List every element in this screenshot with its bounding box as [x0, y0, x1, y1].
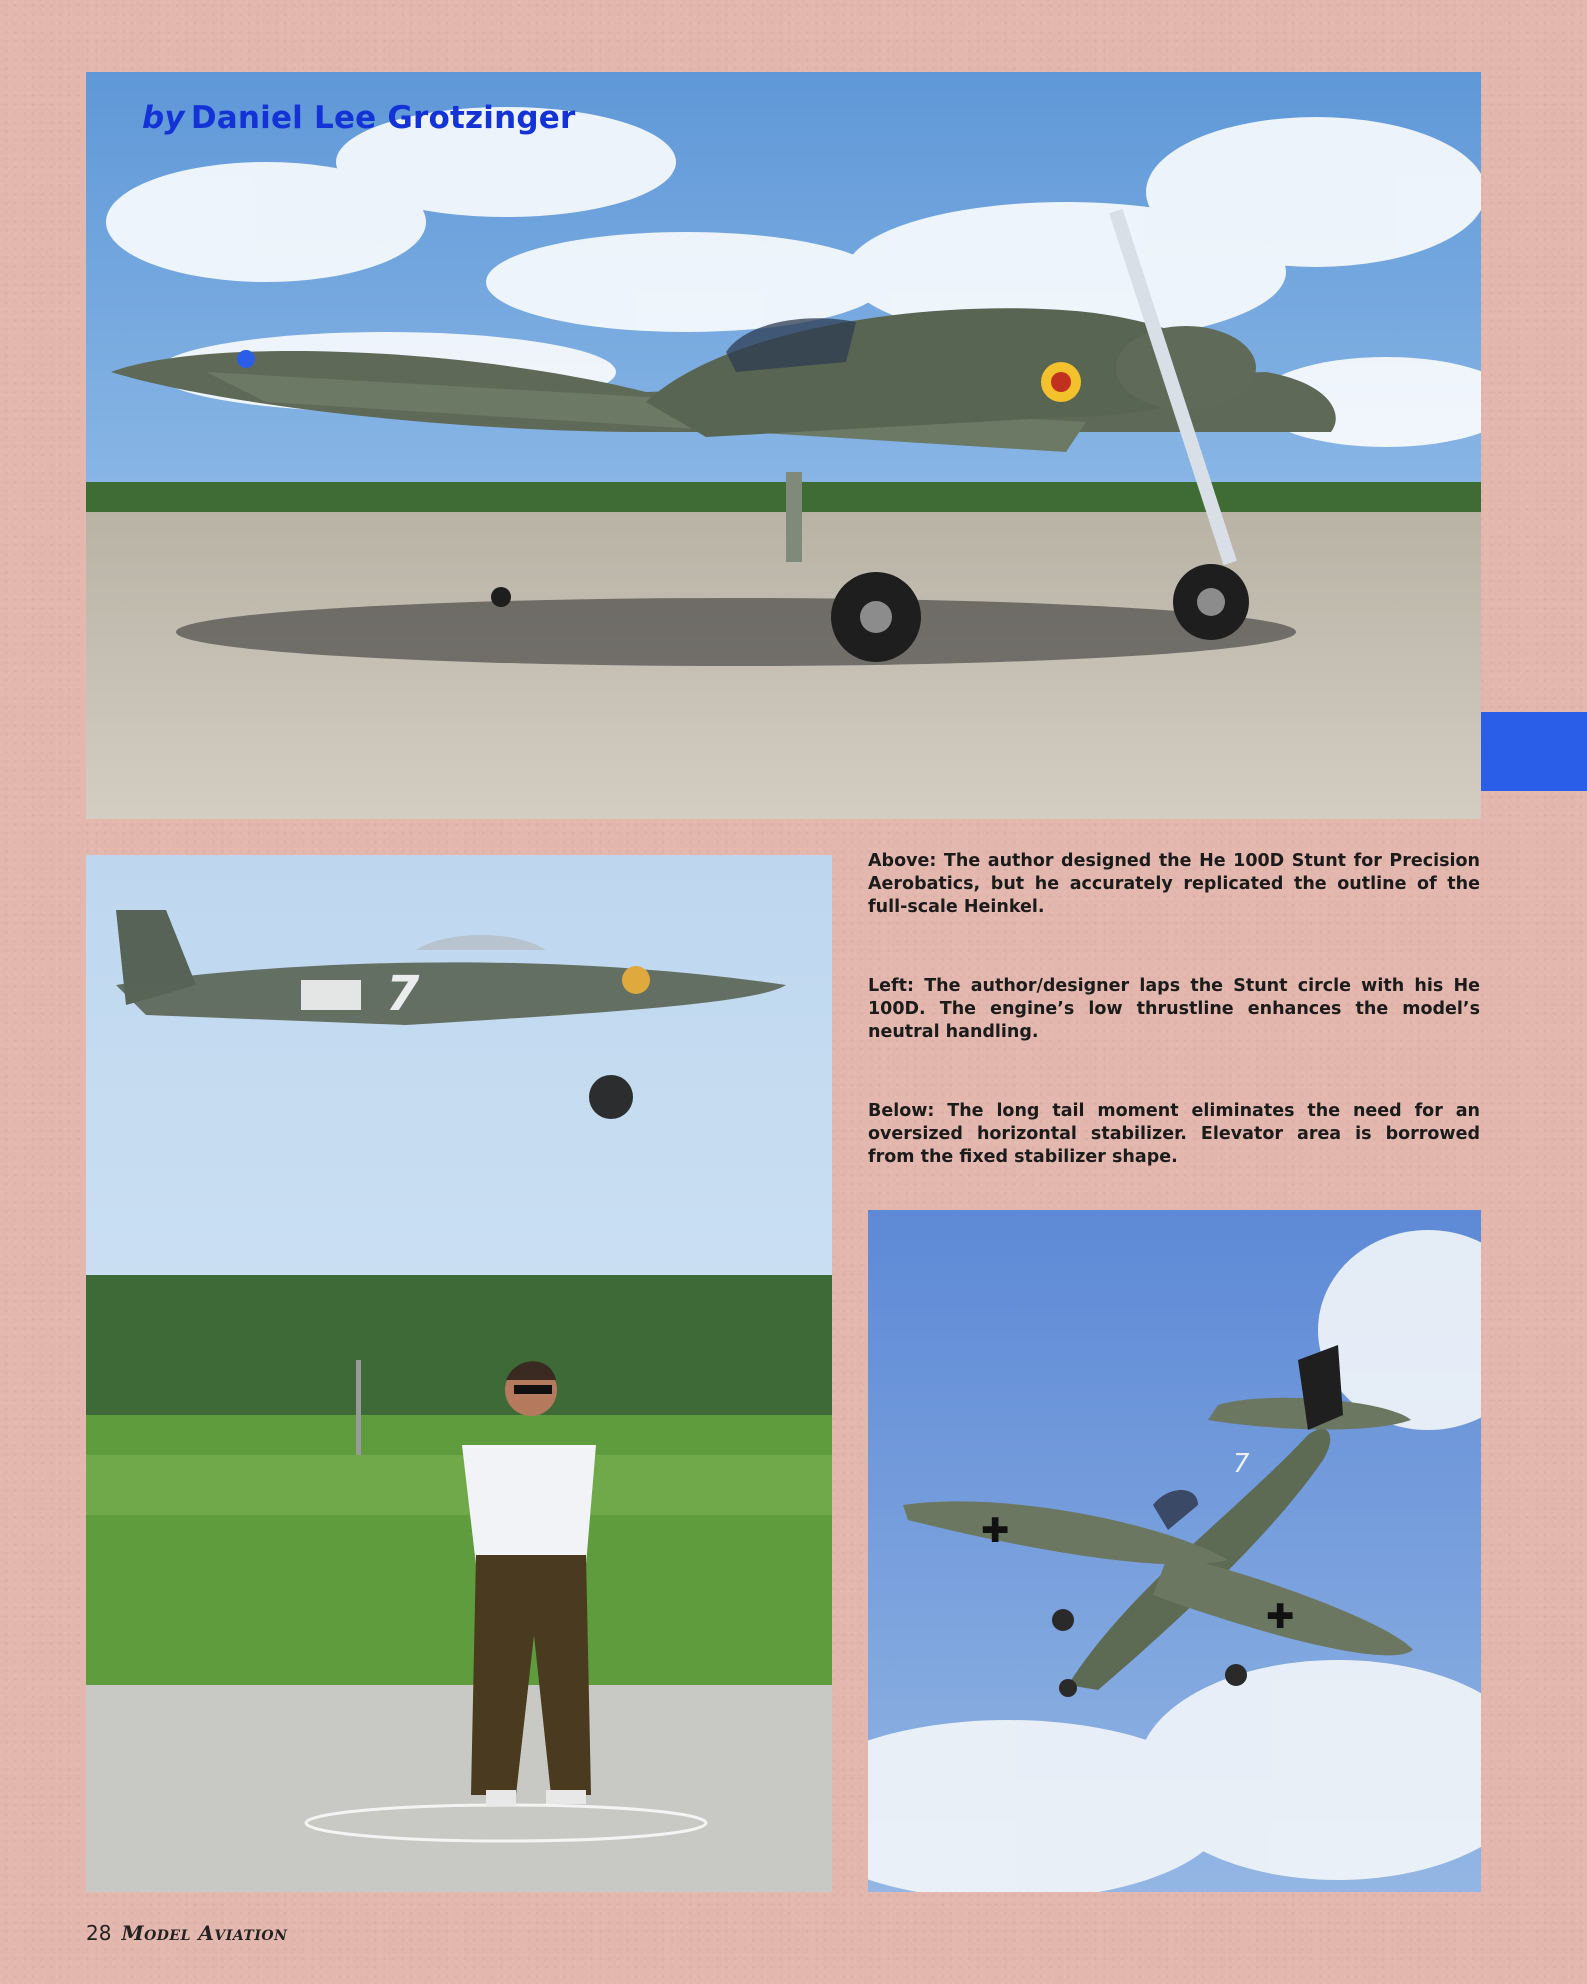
magazine-name: Model Aviation — [121, 1921, 288, 1945]
byline-by: by — [142, 100, 185, 136]
hero-photo — [86, 72, 1481, 819]
pilot-photo — [86, 855, 832, 1892]
svg-text:7: 7 — [386, 966, 420, 1022]
pilot-photo-art — [86, 855, 832, 1892]
byline-author: Daniel Lee Grotzinger — [190, 100, 576, 136]
side-color-tab — [1481, 712, 1587, 791]
svg-text:✚: ✚ — [981, 1511, 1010, 1551]
caption-left: Left: The author/designer laps the Stunt circle with his He 100D. The engine’s low thrustline enhances the model’s neutral handling. — [868, 976, 1480, 1042]
page-footer — [86, 1921, 287, 1945]
svg-text:7: 7 — [1233, 1449, 1250, 1479]
caption-below: Below: The long tail moment eliminates the need for an oversized horizontal stabilizer. Elevator area is borrowed from the fixed stabilizer shape. — [868, 1101, 1480, 1167]
byline — [142, 100, 576, 136]
hero-photo-art — [86, 72, 1481, 819]
in-flight-photo-art — [868, 1210, 1481, 1892]
caption-above: Above: The author designed the He 100D Stunt for Precision Aerobatics, but he accurately replicated the outline of the full-scale Heinkel. — [868, 851, 1480, 917]
page-number: 28 — [86, 1921, 112, 1945]
svg-text:✚: ✚ — [1266, 1597, 1295, 1637]
in-flight-photo — [868, 1210, 1481, 1892]
